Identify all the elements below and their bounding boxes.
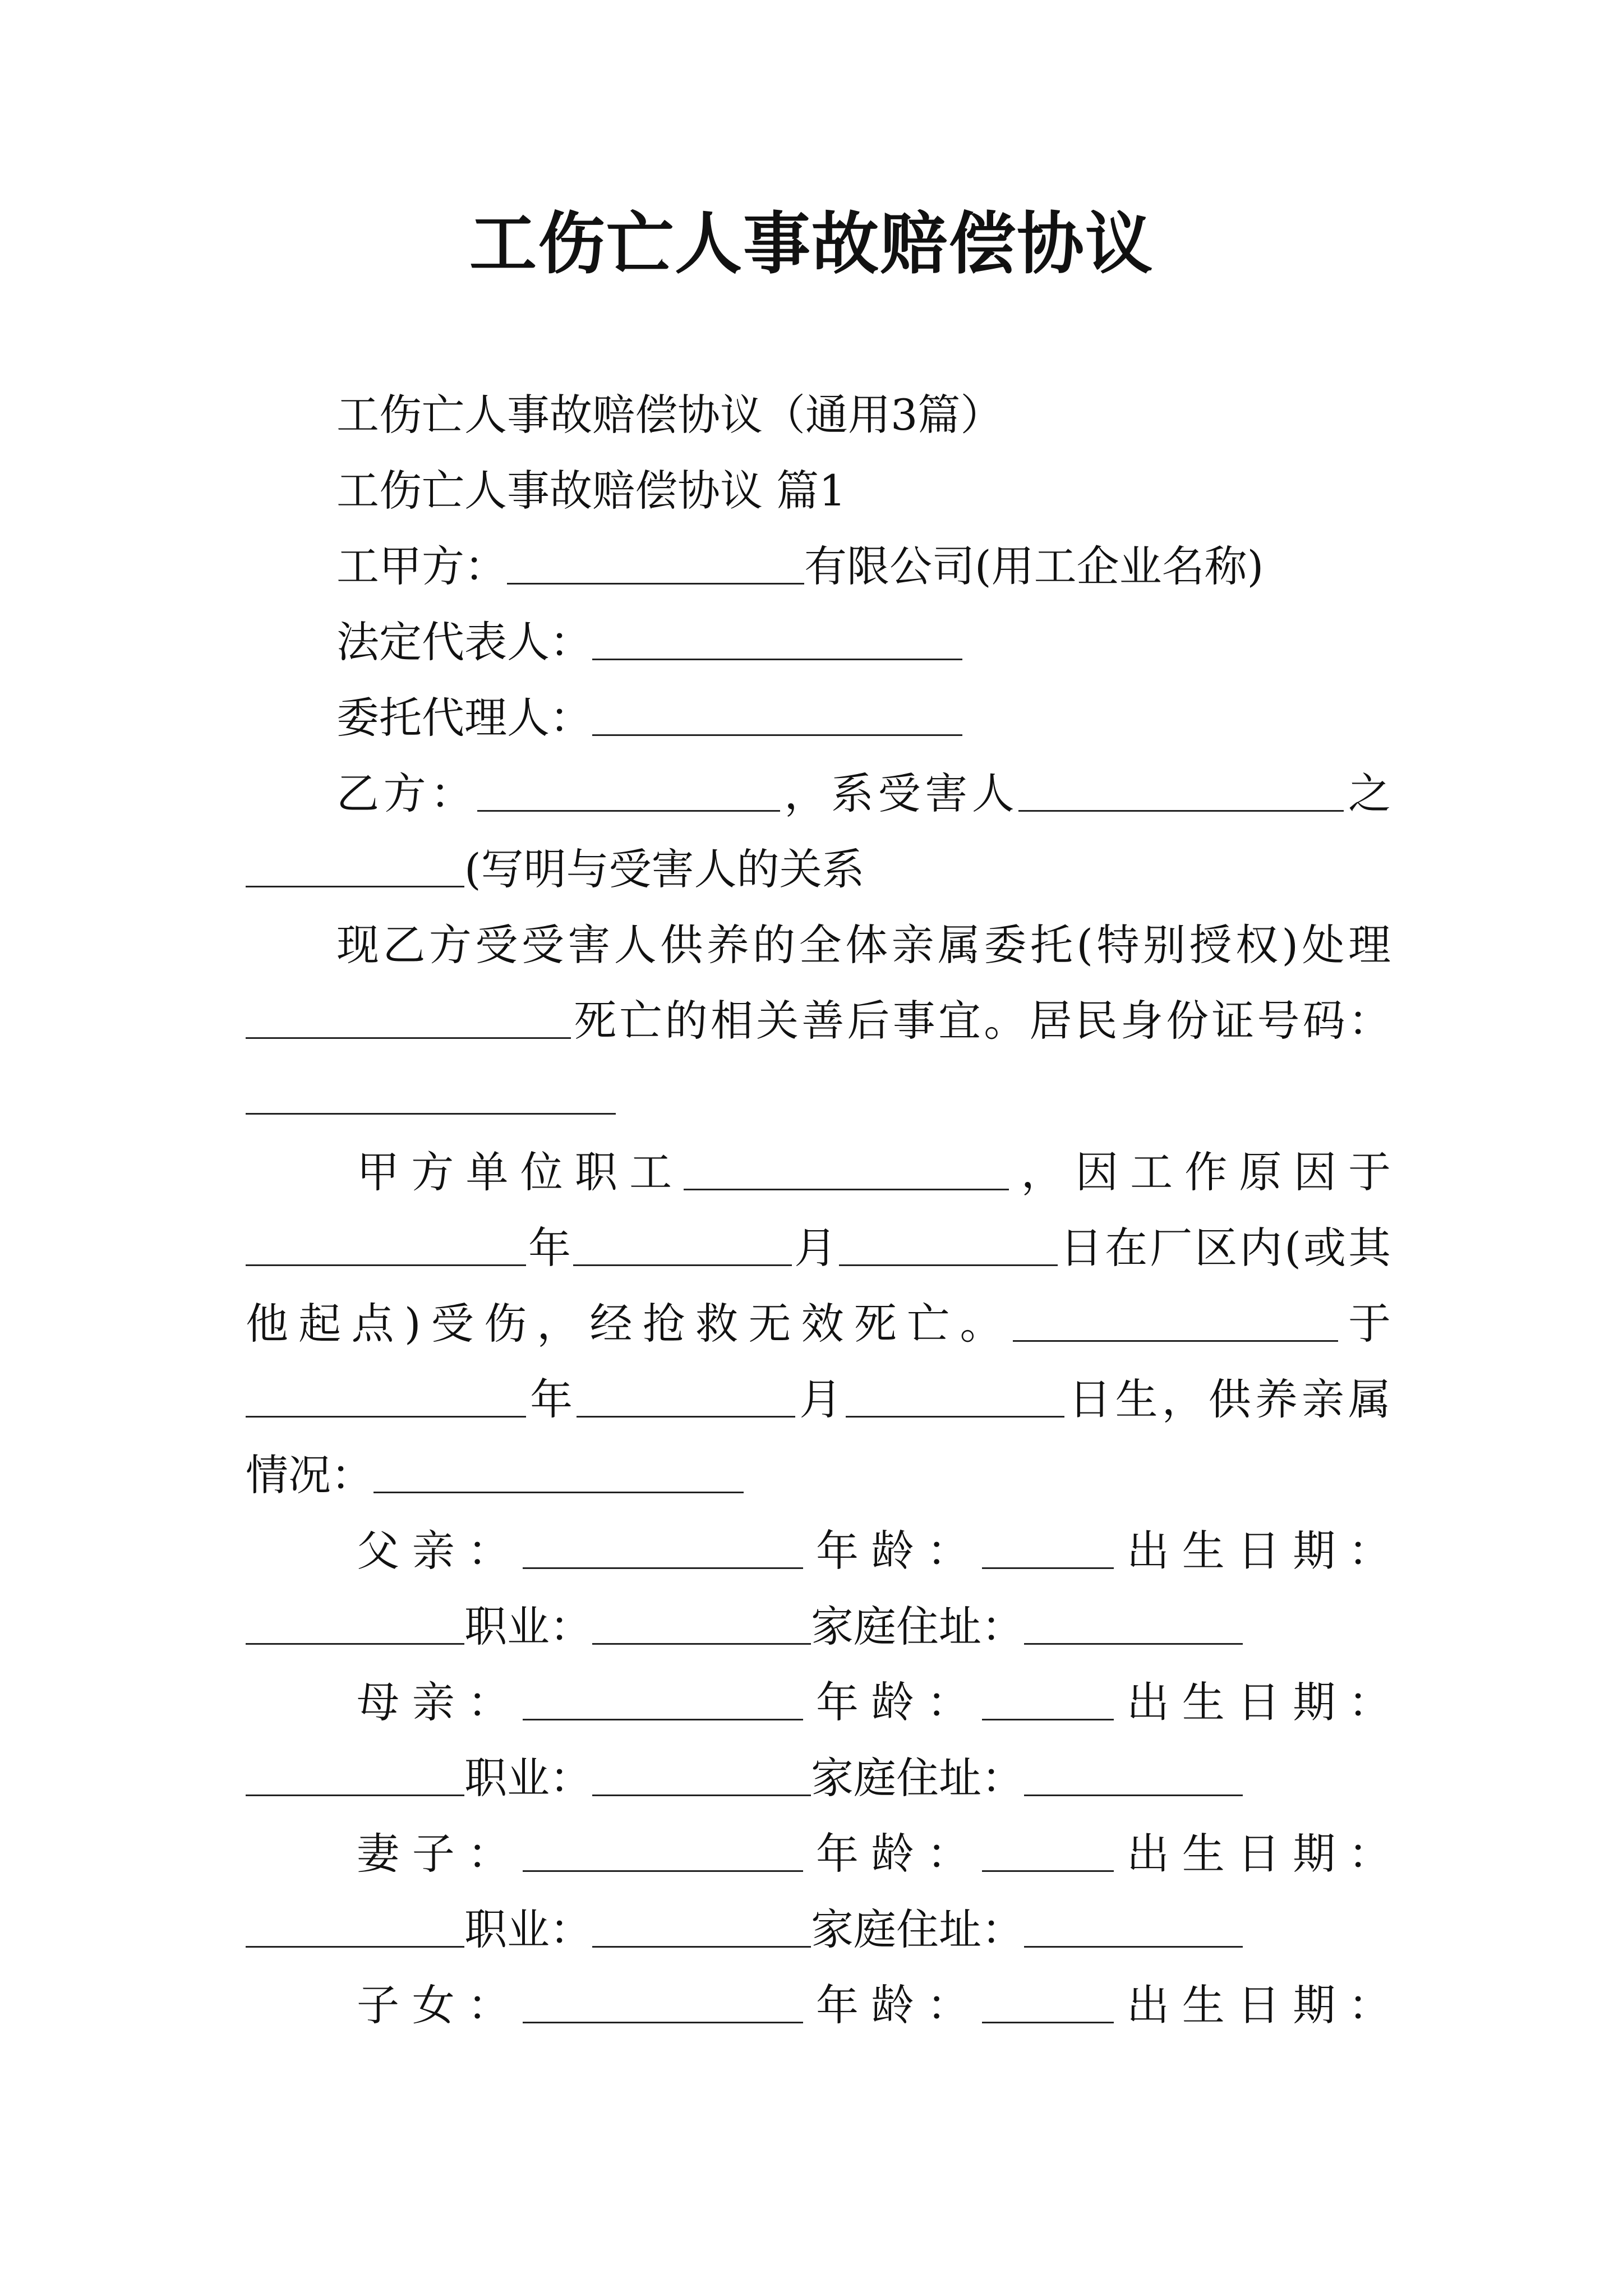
para2-l4end: 日生，供养亲属	[1064, 1374, 1391, 1424]
para2-line4	[246, 1372, 1391, 1428]
id-number-line	[246, 1069, 616, 1125]
relative-children-line1	[357, 1977, 1391, 2033]
relative-father-line2	[246, 1599, 1243, 1655]
blank-field[interactable]	[507, 547, 804, 585]
id-number-field[interactable]	[246, 1077, 616, 1115]
relative-father-line1	[357, 1523, 1391, 1579]
age-label: 年龄：	[803, 1829, 983, 1879]
para2-l2end: 日在厂区内(或其	[1058, 1223, 1391, 1273]
party-a-suffix: 有限公司(用工企业名称)	[804, 541, 1264, 591]
blank-field[interactable]	[246, 1001, 571, 1039]
blank-field[interactable]	[246, 1228, 526, 1266]
blank-field[interactable]	[477, 774, 780, 812]
agent-line	[336, 690, 962, 746]
relative-name: 母亲：	[357, 1677, 523, 1727]
blank-field[interactable]	[592, 623, 962, 660]
blank-field[interactable]	[374, 1456, 744, 1493]
blank-field[interactable]	[523, 1986, 803, 2023]
job-label: 职业：	[464, 1753, 592, 1803]
party-b-end: 之	[1344, 769, 1391, 818]
para2-l1b: ，因工作原因于	[1009, 1147, 1391, 1197]
relative-mother-line2	[246, 1750, 1243, 1806]
address-label: 家庭住址：	[811, 1753, 1024, 1803]
blank-field[interactable]	[523, 1531, 803, 1569]
para1-line2	[246, 993, 1391, 1049]
para1-line1: 现乙方受受害人供养的全体亲属委托(特别授权)处理	[336, 920, 1391, 970]
blank-field[interactable]	[592, 1759, 811, 1796]
document-title: 工伤亡人事故赔偿协议	[469, 204, 1154, 283]
address-label: 家庭住址：	[811, 1602, 1024, 1651]
para2-l1a: 甲方单位职工	[357, 1147, 684, 1197]
month-label: 月	[795, 1374, 846, 1424]
blank-field[interactable]	[1024, 1759, 1243, 1796]
blank-field[interactable]	[246, 1910, 464, 1948]
birth-label: 出生日期：	[1114, 1526, 1391, 1576]
birth-label: 出生日期：	[1114, 1677, 1391, 1727]
blank-field[interactable]	[982, 1986, 1114, 2023]
age-label: 年龄：	[803, 1677, 983, 1727]
blank-field[interactable]	[684, 1153, 1009, 1190]
blank-field[interactable]	[982, 1683, 1114, 1720]
blank-field[interactable]	[592, 1607, 811, 1645]
blank-field[interactable]	[246, 1607, 464, 1645]
para2-l3a: 他起点)受伤，经抢救无效死亡。	[246, 1299, 1013, 1349]
blank-field[interactable]	[1013, 1304, 1338, 1342]
blank-field[interactable]	[592, 1910, 811, 1948]
party-a-line	[336, 539, 1264, 595]
para2-line5	[246, 1447, 744, 1503]
legal-rep-label: 法定代表人：	[336, 617, 592, 667]
blank-field[interactable]	[592, 698, 962, 736]
para2-line1	[357, 1144, 1391, 1200]
blank-field[interactable]	[577, 1380, 795, 1418]
relation-line	[246, 841, 865, 898]
relative-name: 子女：	[357, 1980, 523, 2030]
month-label: 月	[792, 1223, 840, 1273]
blank-field[interactable]	[573, 1228, 792, 1266]
blank-field[interactable]	[1018, 774, 1344, 812]
relative-name: 父亲：	[357, 1526, 523, 1576]
year-label: 年	[526, 1374, 577, 1424]
blank-field[interactable]	[523, 1683, 803, 1720]
age-label: 年龄：	[803, 1980, 983, 2030]
blank-field[interactable]	[246, 850, 464, 887]
blank-field[interactable]	[523, 1834, 803, 1872]
legal-rep-line	[336, 614, 962, 670]
relative-wife-line2	[246, 1902, 1243, 1958]
blank-field[interactable]	[839, 1228, 1058, 1266]
birth-label: 出生日期：	[1114, 1980, 1391, 2030]
blank-field[interactable]	[246, 1380, 526, 1418]
blank-field[interactable]	[846, 1380, 1064, 1418]
age-label: 年龄：	[803, 1526, 983, 1576]
para2-l3b: 于	[1338, 1299, 1391, 1349]
relative-name: 妻子：	[357, 1829, 523, 1879]
blank-field[interactable]	[982, 1531, 1114, 1569]
job-label: 职业：	[464, 1602, 592, 1651]
blank-field[interactable]	[982, 1834, 1114, 1872]
birth-label: 出生日期：	[1114, 1829, 1391, 1879]
blank-field[interactable]	[1024, 1910, 1243, 1948]
party-b-label: 乙方：	[336, 769, 477, 818]
address-label: 家庭住址：	[811, 1904, 1024, 1954]
para2-line2	[246, 1220, 1391, 1276]
job-label: 职业：	[464, 1904, 592, 1954]
party-b-mid: ，系受害人	[780, 769, 1019, 818]
party-b-line	[336, 766, 1391, 822]
blank-field[interactable]	[246, 1759, 464, 1796]
year-label: 年	[526, 1223, 574, 1273]
blank-field[interactable]	[1024, 1607, 1243, 1645]
party-a-label: 工甲方：	[336, 541, 507, 591]
para2-line3	[246, 1296, 1391, 1352]
relation-note: (写明与受害人的关系	[464, 844, 865, 894]
relative-mother-line1	[357, 1674, 1391, 1731]
relative-wife-line1	[357, 1826, 1391, 1882]
subtitle: 工伤亡人事故赔偿协议（通用3篇）	[336, 390, 1003, 440]
agent-label: 委托代理人：	[336, 693, 592, 743]
para1-line2-text: 死亡的相关善后事宜。居民身份证号码：	[571, 996, 1391, 1046]
part-heading: 工伤亡人事故赔偿协议 篇1	[336, 466, 846, 516]
dependents-label: 情况：	[246, 1450, 374, 1500]
